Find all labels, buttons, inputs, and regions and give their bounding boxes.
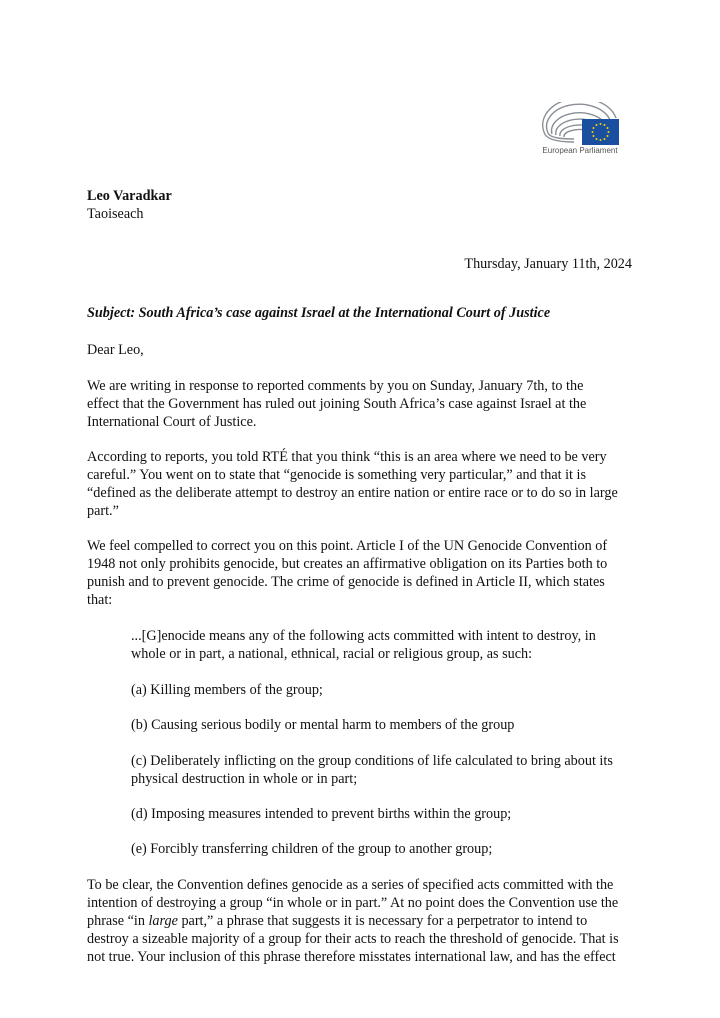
quote-item-d: (d) Imposing measures intended to prevent births within the group;	[131, 806, 512, 822]
paragraph-line: We are writing in response to reported comments by you on Sunday, January 7th, to the	[87, 378, 584, 394]
quote-item-b: (b) Causing serious bodily or mental harm to members of the group	[131, 717, 515, 733]
paragraph-line: To be clear, the Convention defines genocide as a series of specified acts committed with the	[87, 877, 614, 893]
paragraph-line: destroy a sizeable majority of a group for their acts to reach the threshold of genocide. That is	[87, 931, 619, 947]
paragraph-line: We feel compelled to correct you on this point. Article I of the UN Genocide Convention of	[87, 538, 608, 554]
paragraph-line	[87, 912, 587, 930]
quote-item-c-cont: physical destruction in whole or in part;	[131, 771, 358, 787]
quote-item-e: (e) Forcibly transferring children of the group to another group;	[131, 841, 493, 857]
quote-line: whole or in part, a national, ethnical, racial or religious group, as such:	[131, 646, 533, 662]
text-span: part,” a phrase that suggests it is necessary for a perpetrator to intend to	[177, 913, 588, 929]
letter-date: Thursday, January 11th, 2024	[464, 256, 632, 272]
recipient-title: Taoiseach	[87, 206, 144, 222]
paragraph-line: punish and to prevent genocide. The crime of genocide is defined in Article II, which states	[87, 574, 605, 590]
paragraph-line: According to reports, you told RTÉ that you think “this is an area where we need to be very	[87, 449, 607, 465]
quote-line: ...[G]enocide means any of the following acts committed with intent to destroy, in	[131, 628, 596, 644]
paragraph-line: 1948 not only prohibits genocide, but creates an affirmative obligation on its Parties both to	[87, 556, 608, 572]
paragraph-line: effect that the Government has ruled out joining South Africa’s case against Israel at the	[87, 396, 587, 412]
paragraph-line: not true. Your inclusion of this phrase therefore misstates international law, and has the effect	[87, 949, 616, 965]
letter-subject: Subject: South Africa’s case against Israel at the International Court of Justice	[87, 305, 551, 321]
quote-item-c: (c) Deliberately inflicting on the group conditions of life calculated to bring about its	[131, 753, 613, 769]
paragraph-line: “defined as the deliberate attempt to destroy an entire nation or entire race or to do so in large	[87, 485, 618, 501]
paragraph-line: International Court of Justice.	[87, 414, 257, 430]
recipient-name: Leo Varadkar	[87, 188, 172, 204]
paragraph-line: intention of destroying a group “in whole or in part.” At no point does the Convention use the	[87, 895, 619, 911]
text-span: phrase “in	[87, 913, 149, 929]
paragraph-line: careful.” You went on to state that “genocide is something very particular,” and that it is	[87, 467, 587, 483]
emphasis-large: large	[148, 913, 178, 929]
quote-item-a: (a) Killing members of the group;	[131, 682, 323, 698]
salutation: Dear Leo,	[87, 342, 144, 358]
paragraph-line: that:	[87, 592, 113, 608]
letterhead-caption: European Parliament	[542, 146, 618, 155]
paragraph-line: part.”	[87, 503, 119, 519]
